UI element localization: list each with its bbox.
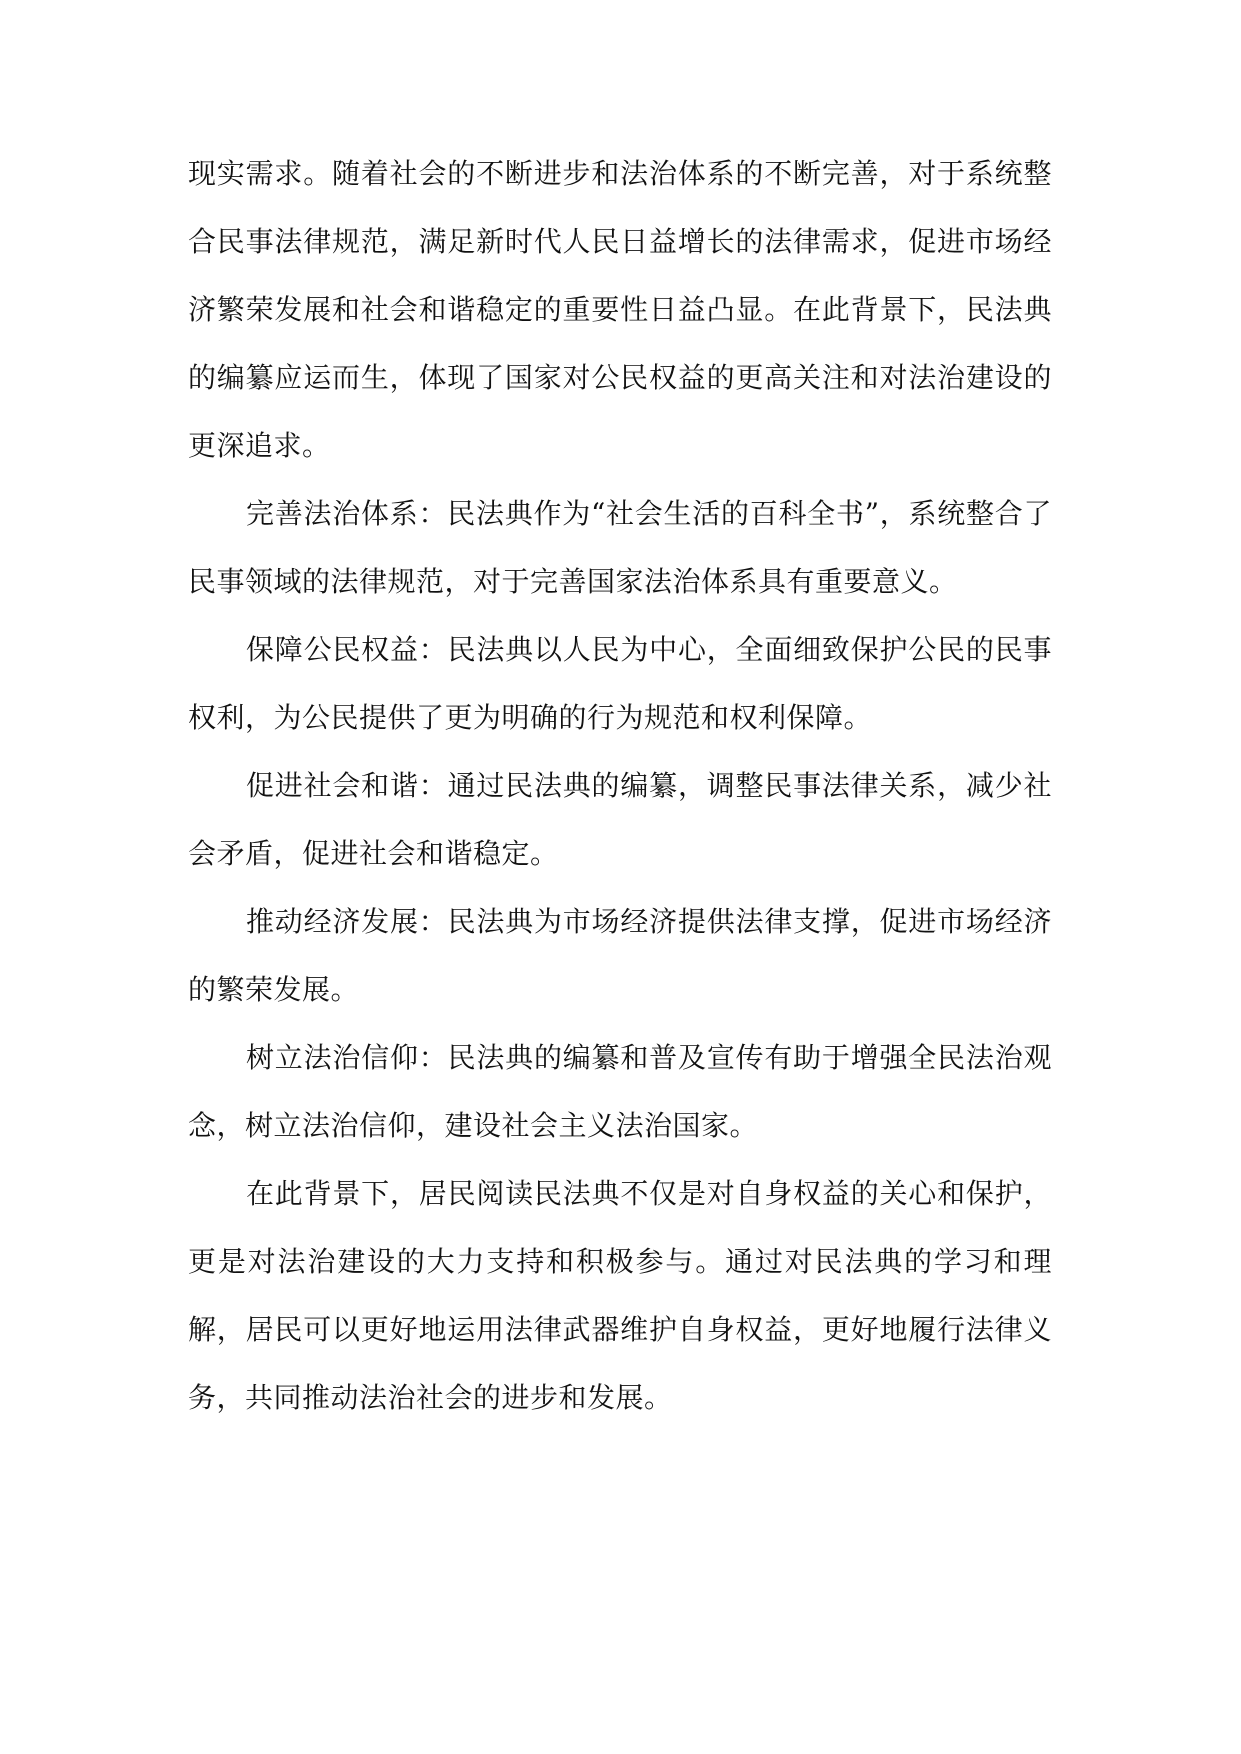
paragraph-establish-rule-of-law-belief: 树立法治信仰：民法典的编纂和普及宣传有助于增强全民法治观念，树立法治信仰，建设社会主义法治国家。: [188, 1041, 1052, 1142]
paragraph-drive-economic-development: 推动经济发展：民法典为市场经济提供法律支撑，促进市场经济的繁荣发展。: [188, 905, 1052, 1006]
paragraph-continuation: 现实需求。随着社会的不断进步和法治体系的不断完善，对于系统整合民事法律规范，满足新时代人民日益增长的法律需求，促进市场经济繁荣发展和社会和谐稳定的重要性日益凸显。在此背景下，民法典的编纂应运而生，体现了国家对公民权益的更高关注和对法治建设的更深追求。: [188, 157, 1052, 462]
paragraph-improve-legal-system: 完善法治体系：民法典作为“社会生活的百科全书”，系统整合了民事领域的法律规范，对于完善国家法治体系具有重要意义。: [188, 497, 1052, 598]
paragraph-conclusion: 在此背景下，居民阅读民法典不仅是对自身权益的关心和保护，更是对法治建设的大力支持和积极参与。通过对民法典的学习和理解，居民可以更好地运用法律武器维护自身权益，更好地履行法律义务，共同推动法治社会的进步和发展。: [188, 1177, 1052, 1414]
paragraph-promote-social-harmony: 促进社会和谐：通过民法典的编纂，调整民事法律关系，减少社会矛盾，促进社会和谐稳定。: [188, 769, 1052, 870]
paragraph-protect-citizen-rights: 保障公民权益：民法典以人民为中心，全面细致保护公民的民事权利，为公民提供了更为明确的行为规范和权利保障。: [188, 633, 1052, 734]
document-body: [188, 140, 1052, 1432]
